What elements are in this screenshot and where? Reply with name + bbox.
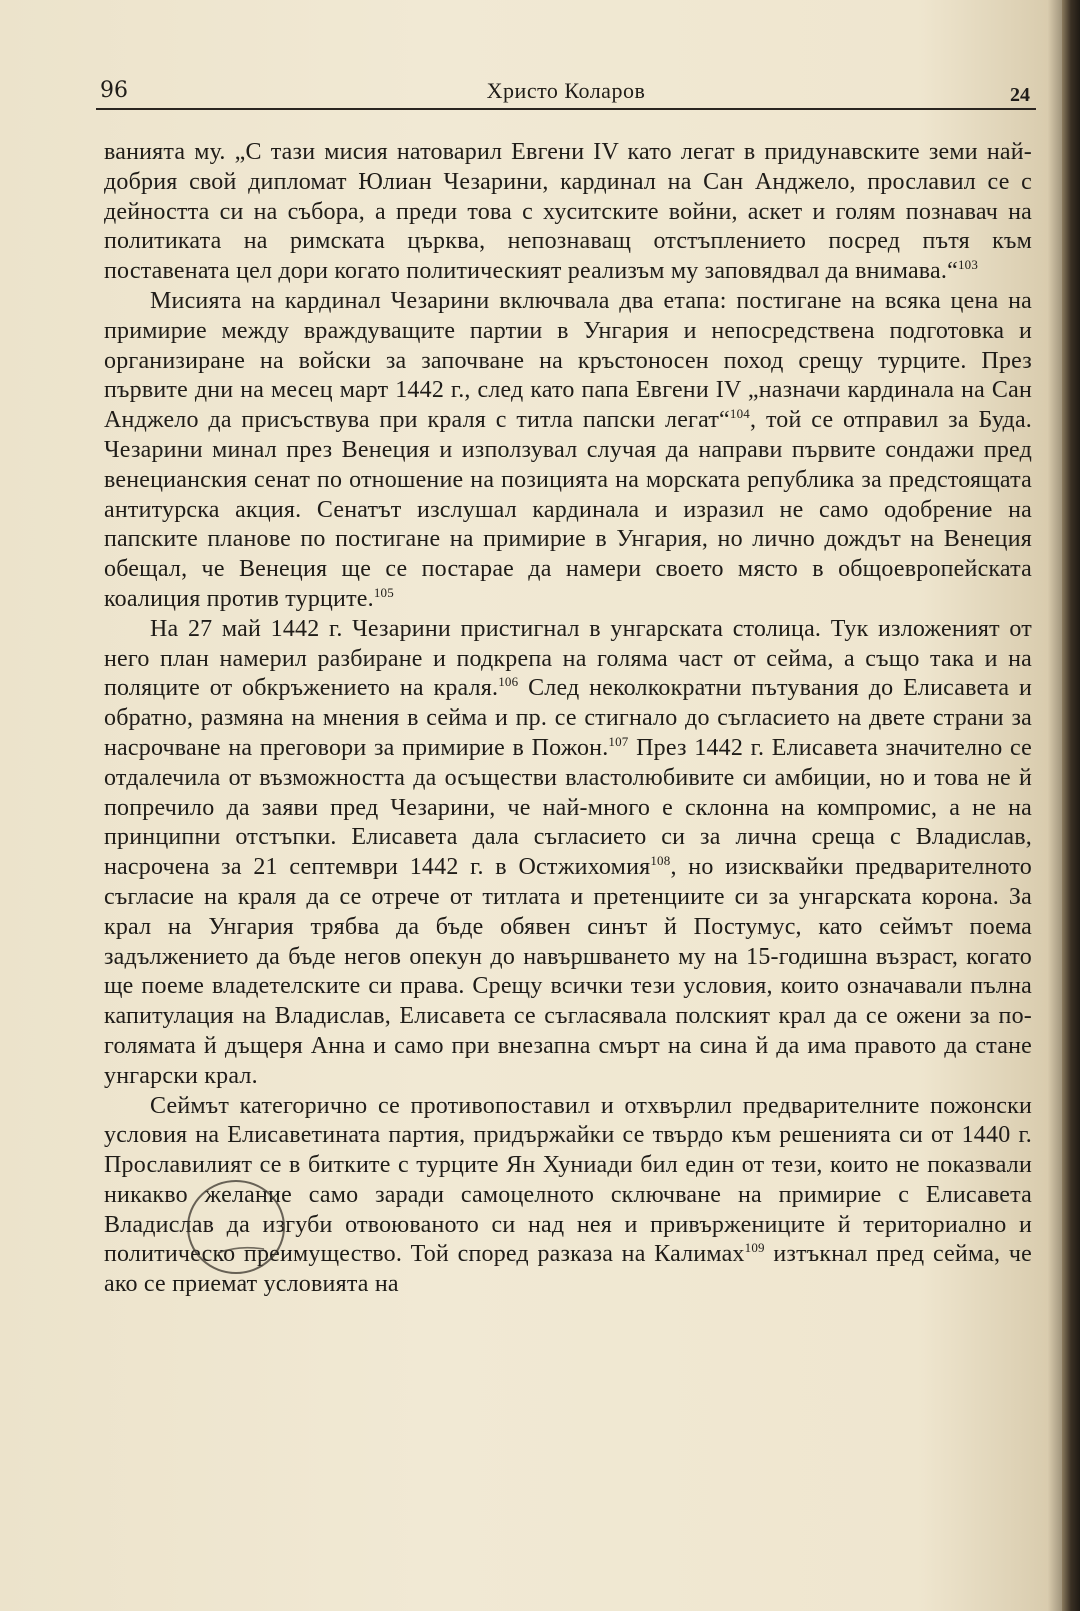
footnote-ref: 106 [498, 674, 519, 690]
paragraph-text: Мисията на кардинал Чезарини включвала два етапа: постигане на всяка цена на примирие между враждуващите партии в Унгария и непосредствена подготовка и организиране на войски за започване на кръстоносен поход срещу турците. През първите дни на месец март 1442 г., след като папа Евгени IV „назначи кардинала на Сан Анджело да присъствува при краля с титла папски легат“ [104, 287, 1032, 434]
paragraph-text: През 1442 г. Елисавета значително се отдалечила от възможността да осъществи властолюбивите си амбиции, но и това не й попречило да заяви пред Чезарини, че най-много е склонна на компромис, а не на принципни отстъпки. Елисавета дала съгласието си за лична среща с Владислав, насрочена за 21 септември 1442 г. в Остжихомия [104, 734, 1032, 881]
paragraph-2 [104, 287, 1032, 615]
footnote-ref: 107 [608, 733, 629, 749]
page-header [96, 70, 1036, 110]
footnote-ref: 105 [373, 584, 394, 600]
footnote-ref: 103 [957, 257, 979, 273]
book-spine-shadow [1062, 0, 1080, 1611]
header-rule [96, 108, 1036, 110]
sheet-mark: 24 [1010, 84, 1030, 106]
paragraph-text: Сеймът категорично се противопоставил и отхвърлил предварителните пожонски условия на Елисаветината партия, придържайки се твърдо към решенията си от 1440 г. Прославилият се в битките с турците Ян Хуниади бил един от тези, които не показвали никакво желание само заради самоцелното сключване на примирие с Елисавета Владислав да изгуби отвоюваното си над нея и привържениците й териториално и политическо преимущество. Той според разказа на Калимах [104, 1092, 1032, 1268]
paragraph-text: , но изисквайки предварителното съгласие на краля да се отрече от титлата и претенциите си за унгарската корона. За крал на Унгария трябва да бъде обявен синът й Постумус, като сеймът поема задължението да бъде негов опекун до навършването му на 15-годишна възраст, когато ще поеме владетелските си права. Срещу всички тези условия, които означавали пълна капитулация на Владислав, Елисавета се съгласявала полският крал да се ожени за по-голямата й дъщеря Анна и само при внезапна смърт на сина й да има правото да стане унгарски крал. [104, 854, 1032, 1089]
footnote-ref: 108 [650, 853, 671, 869]
paragraph-4 [104, 1092, 1032, 1301]
footnote-ref: 104 [729, 406, 750, 422]
paragraph-text: На 27 май 1442 г. Чезарини пристигнал в унгарската столица. Тук изложеният от него план намерил разбиране и подкрепа на голяма част от сейма, а също така и на поляците от обкръжението на краля. [104, 615, 1032, 702]
running-title: Христо Коларов [486, 78, 646, 103]
paragraph-text: , той се отправил за Буда. Чезарини минал през Венеция и използувал случая да направи първите сондажи пред венецианския сенат по отношение на позицията на морската република за предстоящата антитурска акция. Сенатът изслушал кардинала и изразил не само одобрение на папските планове по постигане на примирие в Унгария, но лично дождът на Венеция обещал, че Венеция ще се постарае да намери своето място в общоевропейската коалиция против турците. [104, 407, 1032, 612]
paragraph-3 [104, 615, 1032, 1092]
paragraph-1 [104, 138, 1032, 287]
footnote-ref: 109 [744, 1240, 765, 1256]
page-number: 96 [100, 78, 128, 103]
paragraph-text: изтъкнал пред сейма, че ако се приемат условията на [104, 1241, 1032, 1298]
paragraph-text: След неколкократни пътувания до Елисавета и обратно, размяна на мнения в сейма и пр. се стигнало до съгласието на двете страни за насрочване на преговори за примирие в Пожон. [104, 675, 1033, 761]
paragraph-text: ванията му. „С тази мисия натоварил Евгени IV като легат в придунавските земи най-добрия свой дипломат Юлиан Чезарини, кардинал на Сан Анджело, прославил се с дейността си на събора, а преди това с хуситските войни, аскет и голям познавач на политиката на римската църква, непознаващ отстъплението посред пътя към поставената цел дори когато политическият реализъм му заповядвал да внимава.“ [104, 139, 1032, 285]
body-text [104, 138, 1032, 1300]
